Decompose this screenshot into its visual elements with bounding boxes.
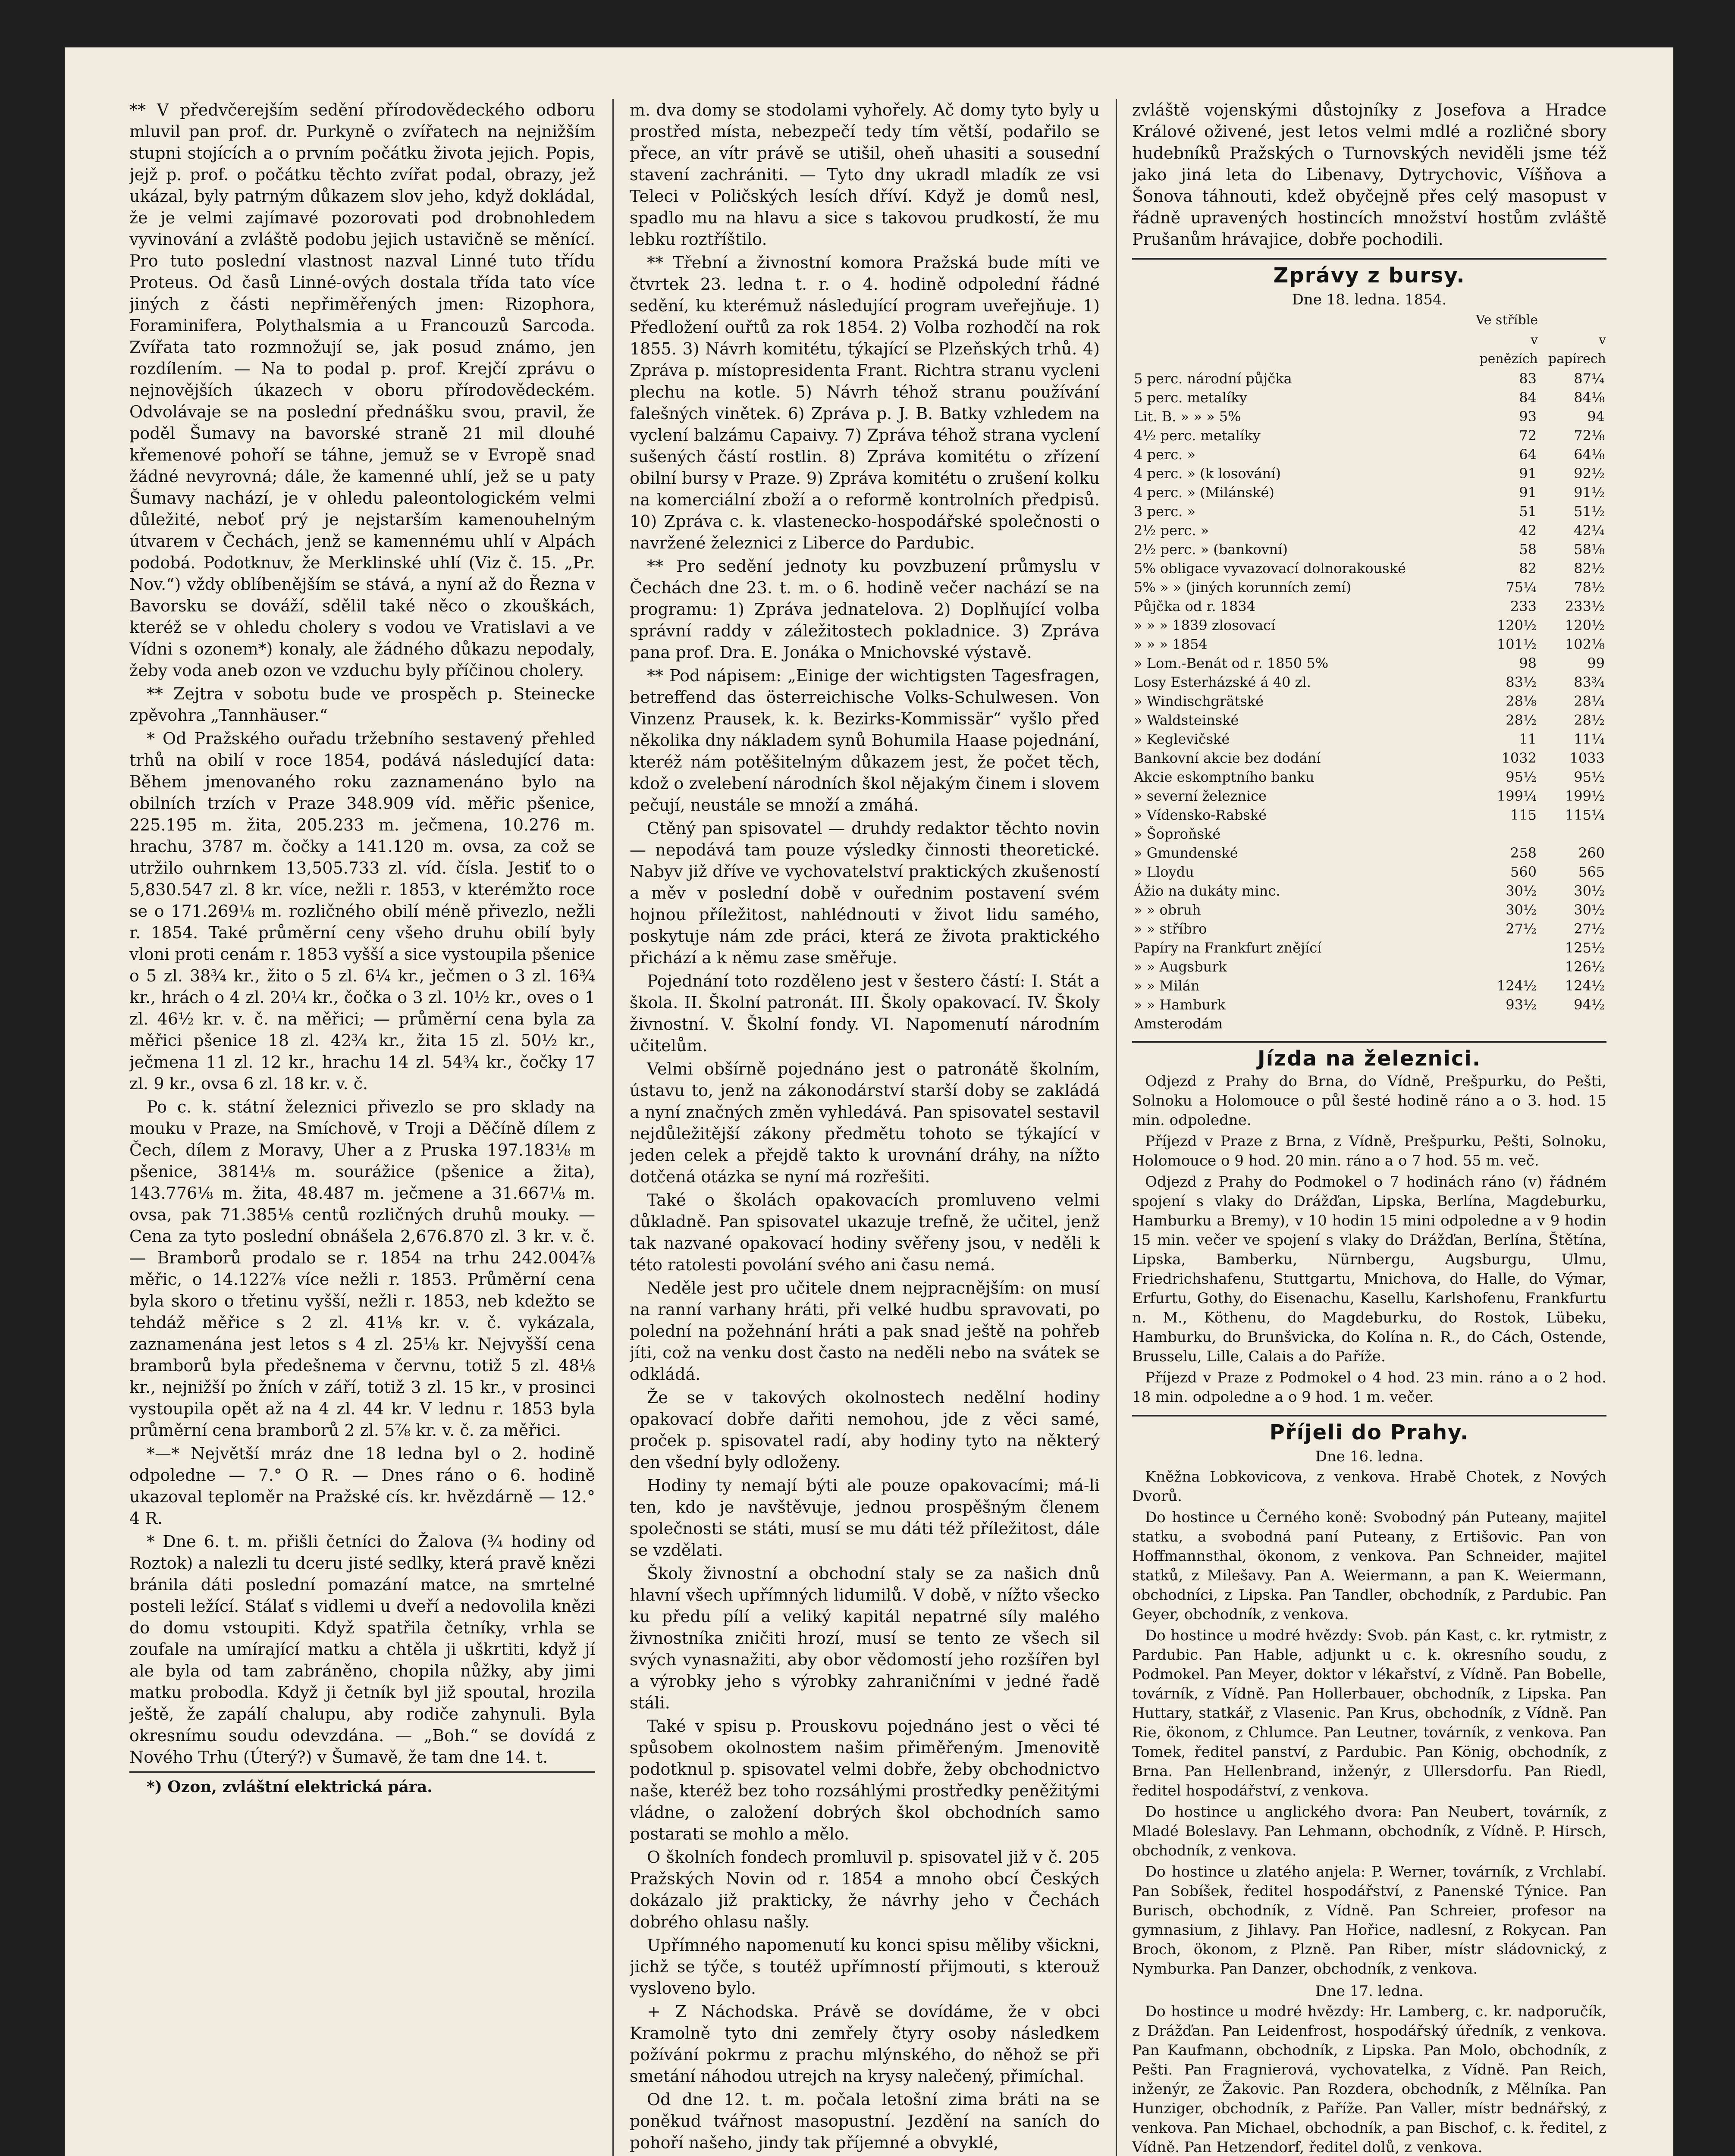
review-paragraph: Neděle jest pro učitele dnem nejpracnějším: on musí na ranní varhany hráti, při velké hudbu spravovati, po polední na požehnání hráti a pak snad ještě na pohřeb jíti, což na venku dost často na neděli nebo na svátek se odkládá. <box>630 1279 1100 1384</box>
bourse-cell-cash: 72 <box>1519 427 1537 444</box>
railway-entry: Příjezd v Praze z Brna, z Vídně, Prešpurku, Pešti, Solnoku, Holomouce o 9 hod. 20 min. ráno a o 7 hod. 55 m. več. <box>1132 1133 1606 1169</box>
bourse-row <box>1132 824 1606 843</box>
bourse-cell-paper: 11¼ <box>1574 731 1605 747</box>
bourse-row <box>1132 692 1606 711</box>
bourse-cell-paper: 125½ <box>1565 940 1605 956</box>
bourse-cell-name: » severní železnice <box>1134 788 1267 804</box>
bourse-cell-paper: 126½ <box>1565 959 1605 975</box>
bourse-cell-paper: 124½ <box>1565 978 1605 994</box>
arrivals-date: Dne 17. ledna. <box>1315 1983 1424 2000</box>
bourse-cell-cash: 560 <box>1510 864 1537 880</box>
bourse-cell-cash: 120½ <box>1497 617 1537 633</box>
bourse-cell-name: 2½ perc. » <box>1134 522 1209 539</box>
bourse-cell-cash <box>1470 957 1538 976</box>
bourse-row <box>1132 976 1606 995</box>
railway-section <box>1132 1072 1606 1407</box>
arrivals-heading: Příjeli do Prahy. <box>1269 1420 1469 1445</box>
bourse-cell-cash: 83½ <box>1506 674 1537 690</box>
bourse-cell-cash: 84 <box>1519 389 1537 406</box>
bourse-cell-paper: 95½ <box>1574 769 1605 785</box>
bourse-cell-paper: 94 <box>1587 408 1605 425</box>
arrivals-entry: Kněžna Lobkovicova, z venkova. Hrabě Chotek, z Nových Dvorů. <box>1132 1468 1606 1505</box>
bourse-cell-cash <box>1470 824 1538 843</box>
bourse-row <box>1132 483 1606 502</box>
article-school-book: ** Pod nápisem: „Einige der wichtigsten Tagesfragen, betreffend das österreichische Volks-Schulwesen. Von Vinzenz Prausek, k. k. Bezirks-Kommissär“ vyšlo před několika dny nákladem synů Bohumila Haase pojednání, kteréž nám potěšitelným důkazem jest, že počet těch, kdož o zvelebení národních škol nějakým činem i slovem pečují, neustále se množí a zmáhá. <box>630 666 1100 815</box>
bourse-cell-cash: 124½ <box>1497 978 1537 994</box>
bourse-cell-name: Akcie eskomptního banku <box>1134 769 1315 785</box>
bourse-row <box>1132 862 1606 881</box>
arrivals-entry: Do hostince u modré hvězdy: Hr. Lamberg, c. kr. nadporučík, z Drážďan. Pan Leidenfrost, hospodářský úředník, z venkova. Pan Kaufmann, obchodník, z Lipska. Pan Molo, obchodník, z Pešti. Pan Fragnierová, vychovatelka, z Vídně. Pan Reich, inženýr, ze Žakovic. Pan Rozdera, obchodník, z Mělníka. Pan Hunziger, obchodník, z Paříže. Pan Valler, místr bednářský, z venkova. Pan Michael, obchodník, a pan Bischof, c. k. ředitel, z Vídně. Pan Hetzendorf, ředitel dolů, z venkova. <box>1132 2003 1606 2156</box>
bourse-cell-name: 5% » » (jiných korunních zemí) <box>1134 579 1352 595</box>
bourse-cell-cash: 91 <box>1519 465 1537 482</box>
bourse-cell-paper: 42¼ <box>1574 522 1605 539</box>
bourse-cell-name: 5% obligace vyvazovací dolnorakouské <box>1134 560 1406 577</box>
bourse-cell-cash: 30½ <box>1506 902 1537 918</box>
bourse-row <box>1132 521 1606 540</box>
bourse-row <box>1132 388 1606 407</box>
bourse-cell-paper: 28¼ <box>1574 693 1605 709</box>
bourse-cell-cash: 28½ <box>1506 712 1537 728</box>
bourse-row <box>1132 938 1606 957</box>
bourse-cell-cash <box>1470 1014 1538 1033</box>
article-trade-chamber: ** Třební a živnostní komora Pražská bude míti ve čtvrtek 23. ledna t. r. o 4. hodině odpolední řádné sedění, ku kterémuž následující program uveřejňuje. 1) Předložení ouřtů za rok 1854. 2) Volba rozhodčí na rok 1855. 3) Návrh komitétu, týkající se Plzeňských trhů. 4) Zpráva p. místopresidenta Frant. Richtra stranu vycleni plechu na kotle. 5) Návrh téhož stranu používání falešných vinětek. 6) Zpráva p. J. B. Batky vzhledem na vyclení balzámu Capaivy. 7) Zpráva téhož strana vyclení sušených částí rostlin. 8) Zpráva komitétu o zřízení obilní bursy v Praze. 9) Zpráva komitétu o zrušení kolku na komerciální zboží a o reformě kontrolních předpisů. 10) Zpráva c. k. vlastenecko-hospodářské společnosti o navržené železnici z Liberce do Pardubic. <box>630 253 1100 552</box>
bourse-cell-paper: 51½ <box>1574 503 1605 520</box>
article-grain-market: * Od Pražského ouřadu tržebního sestavený přehled trhů na obilí v roce 1854, podává následující data: Během jmenovaného roku zaznamenáno bylo na obilních trzích v Praze 348.909 víd. měřic pšenice, 225.195 m. žita, 205.233 m. ječmena, 10.276 m. hrachu, 3787 m. čočky a 141.120 m. ovsa, za což se utržilo ouhrnkem 13,505.733 zl. víd. čísla. Jestiť to o 5,830.547 zl. 8 kr. více, nežli r. 1853, v kterémžto roce se o 171.269⅛ m. rozličného obilí méně přivezlo, nežli r. 1854. Také průměrní ceny všeho druhu obilí byly vloni proti cenám r. 1853 vyšší a sice vystoupila pšenice o 5 zl. 38¾ kr., žito o 5 zl. 6¼ kr., ječmen o 3 zl. 16¾ kr., hrách o 4 zl. 20¼ kr., čočka o 3 zl. 10½ kr., oves o 1 zl. 46½ kr. v. č. na měřici; — průměrní cena byla za měřici pšenice 18 zl. 42¾ kr., žita 15 zl. 50½ kr., ječmena 11 zl. 12 kr., hrachu 14 zl. 54¾ kr., čočky 17 zl. 9 kr., ovsa 6 zl. 18 kr. v. č. <box>129 729 595 1093</box>
bourse-row <box>1132 881 1606 900</box>
article-carnival: Od dne 12. t. m. počala letošní zima bráti na se poněkud tvářnost masopustní. Jezdění na saních do pohoří našeho, jindy tak příjemné a obvyklé, <box>630 2090 1100 2152</box>
bourse-cell-name: 2½ perc. » (bankovní) <box>1134 541 1288 558</box>
bourse-cell-paper: 28½ <box>1574 712 1605 728</box>
arrivals-entry: Do hostince u anglického dvora: Pan Neubert, továrník, z Mladé Boleslavy. Pan Lehmann, obchodník, z Vídně. P. Hirsch, obchodník, z venkova. <box>1132 1803 1606 1859</box>
bourse-cell-paper: 30½ <box>1574 902 1605 918</box>
bourse-cell-paper: 82½ <box>1574 560 1605 577</box>
bourse-row <box>1132 502 1606 521</box>
bourse-cell-name: » Windischgrätské <box>1134 693 1264 709</box>
bourse-cell-cash: 51 <box>1519 503 1537 520</box>
newspaper-page <box>65 47 1673 2156</box>
arrivals-entry: Do hostince u zlatého anjela: P. Werner, továrník, z Vrchlabí. Pan Sobíšek, ředitel hospodářství, z Panenské Týnice. Pan Burisch, obchodník, z Vídně. Pan Schreier, profesor na gymnasium, z Jihlavy. Pan Hořice, nadlesní, z Rokycan. Pan Broch, ökonom, z Plzně. Pan Riber, místr sládovnický, z Nymburka. Pan Danzer, obchodník, z venkova. <box>1132 1863 1606 1977</box>
bourse-cell-paper: 94½ <box>1574 997 1605 1013</box>
bourse-header-row <box>1132 330 1606 369</box>
bourse-cell-paper: 120½ <box>1565 617 1605 633</box>
bourse-cell-paper: 27½ <box>1574 921 1605 937</box>
section-divider <box>1132 1415 1606 1416</box>
bourse-cell-paper <box>1538 1014 1606 1033</box>
bourse-cell-name: Amsterodám <box>1134 1015 1223 1032</box>
article-carnival-cont: zvláště vojenskými důstojníky z Josefova a Hradce Králové oživené, jest letos velmi mdlé a rozličné sbory hudebníků Pražských o Turnovských neviděli jsme též jako jiná leta do Libenavy, Dytrychovic, Víšňova a Šonova táhnouti, kdež obyčejně přes celý masopust v řádně upravených hostincích množství hostům zvláště Prušanům hrávajice, dobře pochodili. <box>1132 100 1606 249</box>
bourse-cell-name: » Lom.-Benát od r. 1850 5% <box>1134 655 1329 671</box>
bourse-cell-cash: 27½ <box>1506 921 1537 937</box>
column-3 <box>1132 99 1606 2156</box>
bourse-cell-name: 4 perc. » <box>1134 446 1196 463</box>
bourse-row <box>1132 464 1606 483</box>
bourse-cell-paper: 99 <box>1587 655 1605 671</box>
arrivals-section <box>1132 1467 1606 1979</box>
bourse-cell-name: 4 perc. » (Milánské) <box>1134 484 1274 501</box>
bourse-cell-name: » Šoproňské <box>1134 826 1221 842</box>
article-industry-union: ** Pro sedění jednoty ku povzbuzení průmyslu v Čechách dne 23. t. m. o 6. hodině večer nachází se na programu: 1) Zpráva jednatelova. 2) Doplňující volba správní raddy v záležitostech pokladnice. 3) Zpráva pana prof. Dra. E. Jonáka o Mnichovské výstavě. <box>630 557 1100 662</box>
arrivals-entry: Do hostince u Černého koně: Svobodný pán Puteany, majitel statku, a svobodná paní Puteany, z Ertišovic. Pan von Hoffmannsthal, ökonom, z venkova. Pan Schneider, majitel statků, z Milešavy. Pan A. Weiermann, a pan K. Weiermann, obchodníci, z Lipska. Pan Tandler, obchodník, z Pardubic. Pan Geyer, obchodník, z venkova. <box>1132 1509 1606 1623</box>
bourse-cell-paper: 565 <box>1578 864 1605 880</box>
bourse-cell-name: 5 perc. národní půjčka <box>1134 370 1292 387</box>
bourse-row <box>1132 578 1606 597</box>
bourse-cell-name: 4½ perc. metalíky <box>1134 427 1261 444</box>
bourse-cell-paper: 102⅛ <box>1565 636 1605 652</box>
bourse-cell-name: » » Augsburk <box>1134 959 1227 975</box>
bourse-cell-cash: 95½ <box>1506 769 1537 785</box>
bourse-cell-paper: 58⅛ <box>1574 541 1605 558</box>
bourse-row <box>1132 597 1606 616</box>
bourse-row <box>1132 369 1606 388</box>
bourse-cell-cash: 199¼ <box>1497 788 1537 804</box>
railway-heading: Jízda na železnici. <box>1257 1047 1481 1071</box>
column-divider <box>1116 99 1117 2156</box>
bourse-row <box>1132 900 1606 919</box>
review-paragraph: Pojednání toto rozděleno jest v šestero částí: I. Stát a škola. II. Školní patronát. III. Školy opakovací. IV. Školy živnostní. V. Školní fondy. VI. Napomenutí národním učitelům. <box>630 971 1100 1055</box>
bourse-row <box>1132 730 1606 749</box>
bourse-head-silver: Ve stříble <box>1475 313 1538 328</box>
review-paragraph: Také o školách opakovacích promluveno velmi důkladně. Pan spisovatel ukazuje trefně, že učitel, jenž tak nazvané opakovací hodiny svěřeny jsou, v neděli k této ratolesti povolání svého ani času nemá. <box>630 1191 1100 1274</box>
bourse-cell-paper: 91½ <box>1574 484 1605 501</box>
arrivals-date: Dne 16. ledna. <box>1315 1448 1424 1465</box>
bourse-cell-name: Papíry na Frankfurt znějící <box>1134 940 1322 956</box>
bourse-cell-cash: 115 <box>1510 807 1537 823</box>
bourse-cell-paper: 115¼ <box>1565 807 1605 823</box>
bourse-cell-name: Půjčka od r. 1834 <box>1134 598 1256 614</box>
bourse-cell-paper: 260 <box>1578 845 1605 861</box>
bourse-cell-paper: 30½ <box>1574 883 1605 899</box>
bourse-cell-name: » » obruh <box>1134 902 1201 918</box>
bourse-cell-name: » Waldsteinské <box>1134 712 1239 728</box>
bourse-row <box>1132 749 1606 768</box>
bourse-cell-name: » » » 1839 zlosovací <box>1134 617 1276 633</box>
review-paragraph: Také v spisu p. Prouskovu pojednáno jest o věci té spůsobem okolnostem našim přiměřeným. Jmenovitě podotknul p. spisovatel velmi dobře, žeby obchodnictvo naše, kteréž bez toho rozsáhlými prostředky peněžitými vládne, o založení dobrých škol obchodních samo postarati se mohlo a mělo. <box>630 1717 1100 1843</box>
bourse-cell-paper: 64⅛ <box>1574 446 1605 463</box>
bourse-cell-name: » Keglevičské <box>1134 731 1230 747</box>
bourse-cell-cash: 233 <box>1510 598 1537 614</box>
section-divider <box>1132 258 1606 260</box>
review-paragraph: Že se v takových okolnostech nedělní hodiny opakovací dobře dařiti nemohou, jde z věci samé, proček p. spisovatel radí, aby hodiny tyto na některý den všední byly odloženy. <box>630 1388 1100 1472</box>
review-paragraph: Hodiny ty nemají býti ale pouze opakovacími; má-li ten, kdo je navštěvuje, jednou prospěšným členem společnosti se státi, musí se mu dáti též příležitost, dále se vzdělati. <box>630 1476 1100 1560</box>
railway-entry: Příjezd v Praze z Podmokel o 4 hod. 23 min. ráno a o 2 hod. 18 min. odpoledne a o 9 hod. 1 m. večer. <box>1132 1369 1606 1406</box>
bourse-cell-name: Ážio na dukáty minc. <box>1134 883 1280 899</box>
bourse-cell-name: Lit. B. » » » 5% <box>1134 408 1241 425</box>
article-railway-flour: Po c. k. státní železnici přivezlo se pro sklady na mouku v Praze, na Smíchově, v Troji a Děčíně dílem z Čech, dílem z Moravy, Uher a z Pruska 197.183⅛ m pšenice, 3814⅛ m. sourážice (pšenice a žita), 143.776⅛ m. žita, 48.487 m. ječmene a 31.667⅛ m. ovsa, pak 71.385⅛ centů rozličných druhů mouky. — Cena za tyto poslední obnášela 2,676.870 zl. 3 kr. v. č. — Bramborů prodalo se r. 1854 na trhu 242.004⅞ měřic, o 14.122⅞ více nežli r. 1853. Průměrní cena byla skoro o třetinu vyšší, nežli r. 1853, neb kdežto se tehdáž měřice s 2 zl. 41⅛ kr. v. č. vykázala, zaznamenána jest letos s 4 zl. 25⅛ kr. Nejvyšší cena bramborů byla předešnema v červnu, totiž 5 zl. 48⅛ kr., nejnižší po žních v září, totiž 3 zl. 15 kr., v prosinci vystoupila opět až na 4 zl. 44 kr. V lednu r. 1853 byla průměrní cena bramborů 2 zl. 5⅞ kr. v. č. za měřici. <box>129 1097 595 1440</box>
bourse-cell-name: » Vídensko-Rabské <box>1134 807 1267 823</box>
bourse-cell-cash: 11 <box>1519 731 1537 747</box>
bourse-cell-cash: 58 <box>1519 541 1537 558</box>
bourse-row <box>1132 787 1606 805</box>
railway-entry: Odjezd z Prahy do Brna, do Vídně, Prešpurku, do Pešti, Solnoku a Holomouce o půl šesté hodině ráno a o 3. hod. 15 min. odpoledne. <box>1132 1073 1606 1129</box>
arrivals-section <box>1132 2002 1606 2156</box>
bourse-cell-name: 3 perc. » <box>1134 503 1196 520</box>
bourse-cell-name: » » » 1854 <box>1134 636 1208 652</box>
article-nachodsko: + Z Náchodska. Právě se dovídáme, že v obci Kramolně tyto dni zemřely čtyry osoby následkem požívání pokrmu z prachu mlýnského, do něhož se při smetání náhodou utrejch na krysy nalečený, přimíchal. <box>630 2002 1100 2086</box>
bourse-cell-paper <box>1538 824 1606 843</box>
bourse-cell-cash: 28⅛ <box>1506 693 1537 709</box>
bourse-cell-cash <box>1470 938 1538 957</box>
bourse-cell-name: Losy Esterházské á 40 zl. <box>1134 674 1311 690</box>
bourse-cell-cash: 42 <box>1519 522 1537 539</box>
article-fire: m. dva domy se stodolami vyhořely. Ač domy tyto byly u prostřed místa, nebezpečí tedy tím větší, podařilo se přece, an vítr právě se utišil, oheň uhasiti a sousední stavení zachrániti. — Tyto dny ukradl mladík ze vsi Teleci v Poličských lesích dříví. Když je domů nesl, spadlo mu na hlavu a sice s takovou prudkostí, že mu lebku roztříštilo. <box>630 100 1100 249</box>
article-zalov: * Dne 6. t. m. přišli četníci do Žalova (¾ hodiny od Roztok) a nalezli tu dceru jisté sedlky, která pravě knězi bránila dáti poslední pomazání matce, na smrtelné posteli ležící. Stálať s vidlemi u dveří a nedovolila knězi do domu vstoupiti. Když spatřila četníky, vrhla se zoufale na umírající matku a chtěla ji uškrtiti, když jí ale byla od tam zabráněno, chopila nůžky, aby jimi matku probodla. Když ji četník byl již spoutal, hrozila ještě, že zapálí chalupu, aby rodiče zahynuli. Byla okresnímu soudu odevzdána. — „Boh.“ se dovídá z Nového Trhu (Úterý?) v Šumavě, že tam dne 14. t. <box>129 1532 595 1767</box>
bourse-cell-name: » » stříbro <box>1134 921 1207 937</box>
bourse-row <box>1132 540 1606 559</box>
bourse-cell-name: 4 perc. » (k losování) <box>1134 465 1281 482</box>
bourse-row <box>1132 995 1606 1014</box>
bourse-cell-name: 5 perc. metalíky <box>1134 389 1247 406</box>
column-1 <box>129 99 595 2156</box>
bourse-cell-cash: 1032 <box>1501 750 1537 766</box>
review-paragraph: Ctěný pan spisovatel — druhdy redaktor těchto novin — nepodává tam pouze výsledky činnosti theoretické. Nabyv již dříve ve vychovatelství praktických zkušeností a měv v poslední době v ouřednim postavení svém hojnou příležitost, nahlédnouti v život lidu samého, poskytuje nám zde práci, která ze života praktického přichází a k němu zase směřuje. <box>630 819 1100 967</box>
bourse-cell-cash: 91 <box>1519 484 1537 501</box>
bourse-head-paper: v papírech <box>1548 332 1606 367</box>
footnote-ozon: *) Ozon, zvláštní elektrická pára. <box>147 1778 433 1796</box>
bourse-row <box>1132 407 1606 426</box>
bourse-cell-name: » Lloydu <box>1134 864 1194 880</box>
footnote-divider <box>129 1771 595 1773</box>
bourse-row <box>1132 616 1606 635</box>
section-divider <box>1132 1041 1606 1043</box>
bourse-cell-cash: 64 <box>1519 446 1537 463</box>
bourse-cell-paper: 233½ <box>1565 598 1605 614</box>
review-paragraph: Upřímného napomenutí ku konci spisu měliby všickni, jichž se týče, s toutéž upřímností přijmouti, s kterouž vysloveno bylo. <box>630 1936 1100 1998</box>
bourse-row <box>1132 559 1606 578</box>
bourse-cell-paper: 199½ <box>1565 788 1605 804</box>
bourse-heading: Zprávy z bursy. <box>1273 263 1465 288</box>
bourse-row <box>1132 426 1606 445</box>
bourse-table <box>1132 310 1606 1033</box>
bourse-cell-cash: 93½ <box>1506 997 1537 1013</box>
bourse-row <box>1132 445 1606 464</box>
bourse-cell-paper: 1033 <box>1569 750 1605 766</box>
bourse-cell-name: » Gmundenské <box>1134 845 1238 861</box>
bourse-cell-name: Bankovní akcie bez dodání <box>1134 750 1321 766</box>
review-paragraph: Velmi obšírně pojednáno jest o patronátě školním, ústavu to, jenž na zákonodárství starší doby se zakládá a nyní značných změn vyhledává. Pan spisovatel sestavil nejdůležitější zákony předmětu tohoto se týkající v jeden celek a přejdě takto k urovnání dráhy, na nížto dotčená otázka se nyní má rozřešiti. <box>630 1059 1100 1186</box>
bourse-row <box>1132 919 1606 938</box>
bourse-cell-cash: 93 <box>1519 408 1537 425</box>
bourse-cell-cash: 258 <box>1510 845 1537 861</box>
bourse-row <box>1132 768 1606 787</box>
bourse-header-row <box>1132 310 1606 330</box>
bourse-cell-name: » » Milán <box>1134 978 1200 994</box>
bourse-cell-paper: 84⅛ <box>1574 389 1605 406</box>
bourse-cell-cash: 75¼ <box>1506 579 1537 595</box>
article-frost: *—* Největší mráz dne 18 ledna byl o 2. hodině odpoledne — 7.° O R. — Dnes ráno o 6. hodině ukazoval teploměr na Pražské cís. kr. hvězdárně — 12.° 4 R. <box>129 1444 595 1528</box>
bourse-cell-cash: 101½ <box>1497 636 1537 652</box>
column-divider <box>612 99 614 2156</box>
bourse-row <box>1132 654 1606 673</box>
article-tannhauser: ** Zejtra v sobotu bude ve prospěch p. Steinecke zpěvohra „Tannhäuser.“ <box>129 684 595 725</box>
review-paragraph: Školy živnostní a obchodní staly se za našich dnů hlavní všech upřímných lidumilů. V době, v nížto všecko ku předu pílí a veliký kapitál nepatrné síly malého živnostníka zničiti hrozí, musí se tento ze všech sil svých vynasnažiti, aby obor vědomostí jeho rozšířen byl a výrobky jeho s výrobky zahraničními v jedné řadě stáli. <box>630 1564 1100 1712</box>
bourse-cell-paper: 72⅛ <box>1574 427 1605 444</box>
bourse-cell-cash: 83 <box>1519 370 1537 387</box>
column-2 <box>630 99 1100 2156</box>
bourse-cell-cash: 30½ <box>1506 883 1537 899</box>
bourse-cell-paper: 92½ <box>1574 465 1605 482</box>
railway-entry: Odjezd z Prahy do Podmokel o 7 hodinách ráno (v) řádném spojení s vlaky do Drážďan, Lipska, Berlína, Magdeburku, Hamburku a Bremy), v 10 hodin 15 mini odpoledne a v 9 hodin 15 min. večer ve spojení s vlaky do Drážďan, Berlína, Štětína, Lipska, Bamberku, Nürnbergu, Augsburgu, Ulmu, Friedrichshafenu, Stuttgartu, Mnichova, do Halle, do Výmar, Erfurtu, Gothy, do Eisenachu, Kasellu, Karlshofenu, Frankfurtu n. M., Köthenu, do Magdeburku, do Rostok, Lübeku, Hamburku, do Brunšvicka, do Kolína n. R., do Cách, Ostende, Brusselu, Lille, Calais a do Paříže. <box>1132 1173 1606 1365</box>
article-purkyne: ** V předvčerejším sedění přírodovědeckého odboru mluvil pan prof. dr. Purkyně o zvířatech na nejnižším stupni stojících a o prvním počátku života jejich. Popis, jejž p. prof. o počátku těchto zvířat podal, obrazy, jež ukázal, byly patrným důkazem slov jeho, když dokládal, že je velmi zajímavé pozorovati pod drobnohledem vyvinování a zvláště podobu jejich ustavičně se měnící. Pro tuto poslední vlastnost nazval Linné tuto třídu Proteus. Od časů Linné-ových dostala třída tato více jiných z části nepřiměřených jmen: Rizophora, Foraminifera, Polythalsmia a u Francouzů Sarcoda. Zvířata tato rozmnožují se, jak posud známo, jen rozdílením. — Na to podal p. prof. Krejčí zprávu o nejnovějších úkazech v oboru přírodovědeckém. Odvolávaje se na poslední přednášku svou, pravil, že poděl Šumavy na bavorské straně 21 mil dlouhé křemenové pohoří se táhne, jemuž se v Evropě snad žádné nevyrovná; dále, že kamenné uhlí, jež se u paty Šumavy nachází, je v ohledu paleontologickém velmi důležité, neboť prý je nejstarším kamenouhelným útvarem v Čechách, jenž se kamennému uhlí v Alpách podobá. Podotknuv, že Merklinské uhlí (Viz č. 15. „Pr. Nov.“) vždy oblíbenějším se stává, a nyní až do Řezna v Bavorsku se dováží, sdělil také něco o zkouškách, kteréž se v ohledu cholery s vodou ve Vratislavi a ve Vídni s ozonem*) konaly, ale žádného důkazu nepodaly, žeby voda aneb ozon ve vzduchu byly příčinou cholery. <box>129 100 595 680</box>
bourse-date: Dne 18. ledna. 1854. <box>1292 291 1447 308</box>
review-paragraph: O školních fondech promluvil p. spisovatel již v č. 205 Pražských Novin od r. 1854 a mnoho obcí Českých dokázalo již prakticky, že návrhy jeho v Čechách dobrého ohlasu našly. <box>630 1848 1100 1931</box>
bourse-cell-name: » » Hamburk <box>1134 997 1226 1013</box>
bourse-cell-paper: 87¼ <box>1574 370 1605 387</box>
arrivals-entry: Do hostince u modré hvězdy: Svob. pán Kast, c. kr. rytmistr, z Pardubic. Pan Hable, adjunkt u c. k. okresního soudu, z Podmokel. Pan Meyer, doktor v lékařství, z Vídně. Pan Bobelle, továrník, z Vídně. Pan Hollerbauer, obchodník, z Lipska. Pan Huttary, statkář, z Vlasenic. Pan Krus, obchodník, z Vídně. Pan Rie, ökonom, z Chlumce. Pan Leutner, továrník, z venkova. Pan Tomek, ředitel panství, z Pardubic. Pan König, obchodník, z Brna. Pan Hellenbrand, inženýr, z Ullersdorfu. Pan Riedl, ředitel hospodářství, z venkova. <box>1132 1627 1606 1799</box>
bourse-cell-cash: 98 <box>1519 655 1537 671</box>
bourse-row <box>1132 957 1606 976</box>
bourse-row <box>1132 805 1606 824</box>
bourse-row <box>1132 711 1606 730</box>
bourse-row <box>1132 635 1606 654</box>
bourse-row <box>1132 843 1606 862</box>
bourse-head-cash: v penězích <box>1479 332 1538 367</box>
bourse-cell-paper: 83¾ <box>1574 674 1605 690</box>
bourse-row <box>1132 673 1606 692</box>
bourse-cell-paper: 78½ <box>1574 579 1605 595</box>
bourse-cell-cash: 82 <box>1519 560 1537 577</box>
bourse-row <box>1132 1014 1606 1033</box>
